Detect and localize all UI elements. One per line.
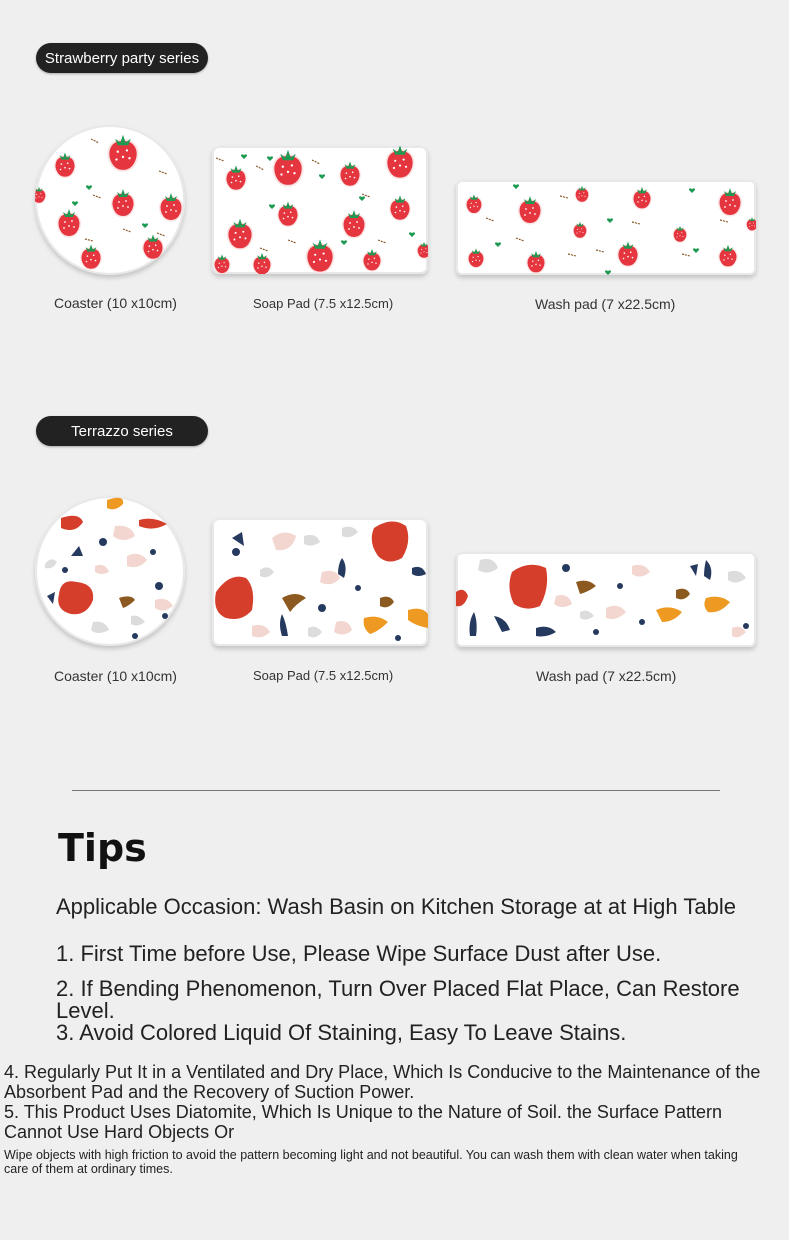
terrazzo-wash-pad: [456, 552, 756, 647]
tips-title: Tips: [58, 826, 147, 870]
strawberry-wash-pad: [456, 180, 756, 275]
tip-item-5: 5. This Product Uses Diatomite, Which Is Unique to the Nature of Soil. the Surface Pattern Cannot Use Hard Objects Or: [4, 1102, 723, 1142]
terrazzo-wash-pattern: [456, 552, 756, 647]
strawberry-wash-caption: Wash pad (7 x22.5cm): [535, 296, 676, 312]
section-divider: [72, 790, 720, 791]
terrazzo-coaster-caption: Coaster (10 x10cm): [54, 668, 177, 684]
terrazzo-soap-pattern: [212, 518, 428, 646]
strawberry-soap-pattern: [212, 146, 428, 274]
strawberry-soap-caption: Soap Pad (7.5 x12.5cm): [253, 296, 394, 311]
terrazzo-coaster-pattern: [35, 496, 185, 646]
terrazzo-wash-caption: Wash pad (7 x22.5cm): [536, 668, 677, 684]
strawberry-series-label: Strawberry party series: [36, 43, 208, 73]
strawberry-coaster-pattern: [35, 125, 185, 275]
terrazzo-soap-caption: Soap Pad (7.5 x12.5cm): [253, 668, 394, 683]
tip-item-2: 2. If Bending Phenomenon, Turn Over Placed Flat Place, Can Restore Level.: [56, 976, 740, 1023]
strawberry-coaster: [35, 125, 185, 275]
strawberry-coaster-caption: Coaster (10 x10cm): [54, 295, 177, 311]
tip-item-4: 4. Regularly Put It in a Ventilated and Dry Place, Which Is Conducive to the Maintenance of the Absorbent Pad and the Recovery of Suction Power.: [4, 1062, 761, 1102]
strawberry-wash-pattern: [456, 180, 756, 275]
terrazzo-coaster: [35, 496, 185, 646]
terrazzo-soap-pad: [212, 518, 428, 646]
strawberry-soap-pad: [212, 146, 428, 274]
terrazzo-series-label: Terrazzo series: [36, 416, 208, 446]
tip-occasion: Applicable Occasion: Wash Basin on Kitchen Storage at at High Table: [56, 894, 736, 919]
tip-item-1: 1. First Time before Use, Please Wipe Surface Dust after Use.: [56, 941, 662, 966]
tip-item-6: Wipe objects with high friction to avoid the pattern becoming light and not beautiful. You can wash them with clean water when taking care of them at ordinary times.: [4, 1148, 738, 1177]
tip-item-3: 3. Avoid Colored Liquid Of Staining, Easy To Leave Stains.: [56, 1020, 627, 1045]
